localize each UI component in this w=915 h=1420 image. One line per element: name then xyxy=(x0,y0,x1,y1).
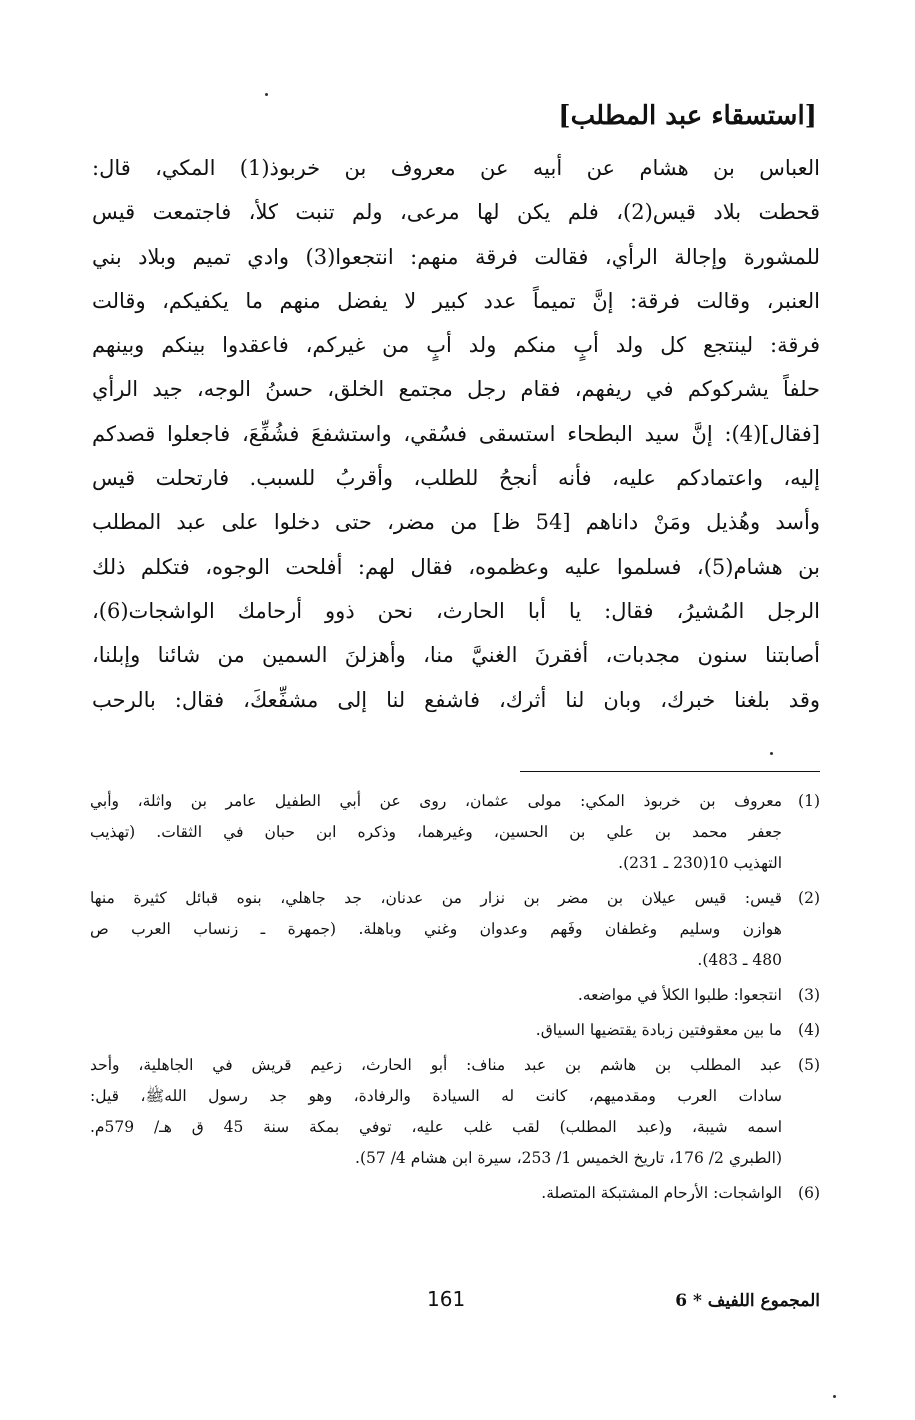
body-line: أصابتنا سنون مجدبات، أفقرنَ الغنيَّ منا، وأهزلنَ السمين من شائنا وإبلنا، xyxy=(92,643,820,668)
footnote-line: (الطبري 2/ 176، تاريخ الخميس 1/ 253، سيرة ابن هشام 4/ 57). xyxy=(355,1149,782,1167)
footnote-line: التهذيب 10(230 ـ 231). xyxy=(618,854,782,872)
footnote-number: (3) xyxy=(798,986,820,1004)
footnote-text xyxy=(90,1178,782,1209)
footnote-line: سادات العرب ومقدميهم، كانت له السيادة والرفادة، وهو جد رسول اللهﷺ، قيل: xyxy=(90,1087,782,1105)
section-heading: [استسقاء عبد المطلب] xyxy=(558,101,817,131)
body-line: حلفاً يشركوكم في ريفهم، فقام رجل مجتمع الخلق، حسنُ الوجه، جيد الرأي xyxy=(92,377,820,402)
footnote-number: (4) xyxy=(798,1021,820,1039)
footnote-text xyxy=(90,980,782,1011)
body-line: بن هشام(5)، فسلموا عليه وعظموه، فقال لهم: أفلحت الوجوه، فتكلم ذلك xyxy=(92,554,820,579)
body-line: قحطت بلاد قيس(2)، فلم يكن لها مرعى، ولم تنبت كلأ، فاجتمعت قيس xyxy=(92,200,820,225)
footnote-number: (5) xyxy=(798,1056,820,1074)
body-line: وقد بلغنا خبرك، وبان لنا أثرك، فاشفع لنا إلى مشفِّعكَ، فقال: بالرحب xyxy=(92,687,820,712)
footnote xyxy=(90,1050,820,1174)
footnote-number: (2) xyxy=(798,889,820,907)
footnote-text xyxy=(90,883,782,976)
footnote-text xyxy=(90,1050,782,1174)
body-line: العباس بن هشام عن أبيه عن معروف بن خربوذ(1) المكي، قال: xyxy=(92,156,820,180)
footnote-text xyxy=(90,786,782,879)
footnote-separator xyxy=(520,771,820,772)
footnote-line: اسمه شيبة، و(عبد المطلب) لقب غلب عليه، توفي بمكة سنة 45 ق هـ/ 579م. xyxy=(90,1118,782,1136)
footnote-line: جعفر محمد بن علي بن الحسين، وغيرهما، وذكره ابن حبان في الثقات. (تهذيب xyxy=(90,823,782,841)
footnote-line: معروف بن خربوذ المكي: مولى عثمان، روى عن أبي الطفيل عامر بن واثلة، وأبي xyxy=(90,792,782,810)
footnote xyxy=(90,1178,820,1209)
body-line: [فقال](4): إنَّ سيد البطحاء استسقى فسُقي، واستشفعَ فشُفِّعَ، فاجعلوا قصدكم xyxy=(92,421,820,446)
footnote-line: هوازن وسليم وغطفان وفَهم وعدوان وغني وباهلة. (جمهرة ـ زنساب العرب ص xyxy=(90,920,782,938)
footnote-line: ما بين معقوفتين زبادة يقتضيها السياق. xyxy=(535,1021,782,1039)
footnote-text xyxy=(90,1015,782,1046)
body-line: للمشورة وإجالة الرأي، فقالت فرقة منهم: انتجعوا(3) وادي تميم وبلاد بني xyxy=(92,244,820,269)
body-line: وأسد وهُذيل ومَنْ داناهم [54 ظ] من مضر، حتى دخلوا على عبد المطلب xyxy=(92,510,820,535)
footnote-number: (1) xyxy=(798,792,820,810)
footnote-line: 480 ـ 483). xyxy=(697,951,782,969)
footnotes-list xyxy=(90,786,820,1213)
speck-mark xyxy=(833,1395,836,1398)
footnote xyxy=(90,786,820,879)
body-line: الرجل المُشيرُ، فقال: يا أبا الحارث، نحن ذوو أرحامك الواشجات(6)، xyxy=(92,598,820,623)
main-text xyxy=(92,146,820,722)
body-line: العنبر، وقالت فرقة: إنَّ تميماً عدد كبير لا يفضل منهم ما يكفيكم، وقالت xyxy=(92,288,820,313)
footnote xyxy=(90,883,820,976)
footnote-line: قيس: قيس عيلان بن مضر بن نزار من عدنان، جد جاهلي، بنوه قبائل كثيرة منها xyxy=(90,889,782,907)
footnote xyxy=(90,980,820,1011)
speck-mark xyxy=(770,752,773,755)
running-footer-title: المجموع اللفيف * 6 xyxy=(675,1291,820,1311)
footnote-number: (6) xyxy=(798,1184,820,1202)
body-line: فرقة: لينتجع كل ولد أبٍ منكم ولد أبٍ من غيركم، فاعقدوا بينكم وبينهم xyxy=(92,333,820,358)
footnote-line: الواشجات: الأرحام المشتبكة المتصلة. xyxy=(541,1184,782,1202)
footnote xyxy=(90,1015,820,1046)
footnote-line: عبد المطلب بن هاشم بن عبد مناف: أبو الحارث، زعيم قريش في الجاهلية، وأحد xyxy=(90,1056,782,1074)
footnote-line: انتجعوا: طلبوا الكلأ في مواضعه. xyxy=(577,986,782,1004)
speck-mark xyxy=(265,93,268,96)
page-number: 161 xyxy=(427,1287,466,1311)
body-line: إليه، واعتمادكم عليه، فأنه أنجحُ للطلب، وأقربُ للسبب. فارتحلت قيس xyxy=(92,466,820,491)
